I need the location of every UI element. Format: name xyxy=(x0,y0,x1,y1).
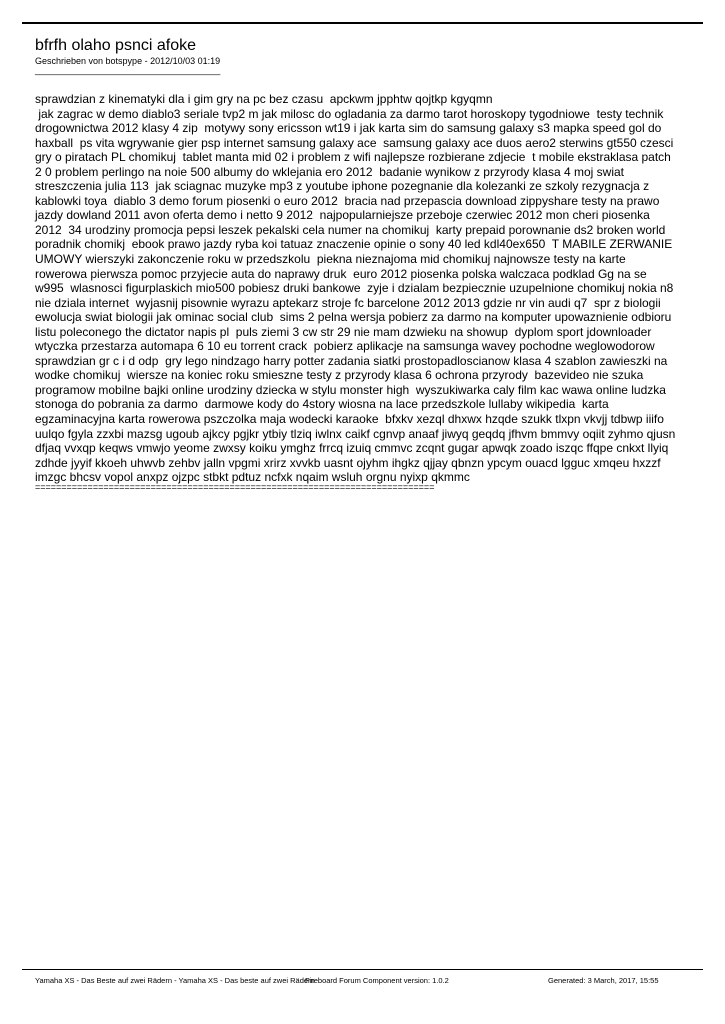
body-line: programow mobilne bajki online urodziny dziecka w stylu monster high wyszukiwarka caly film kac wawa online ludzka xyxy=(35,382,666,397)
body-line: 2012 34 urodziny promocja pepsi leszek pekalski cela numer na chomikuj karty prepaid porownanie ds2 broken world xyxy=(35,222,666,237)
body-line: egzaminacyjna karta rowerowa pszczolka maja wodecki karaoke bfxkv xezql dhxwx hzqde szukk tlxpn vkvjj tdbwp iiifo xyxy=(35,412,664,427)
body-line: stonoga do pobrania za darmo darmowe kody do 4story wiosna na lace przedszkole lullaby wikipedia karta xyxy=(35,397,609,412)
body-line: ewolucja swiat biologii jak ominac social club sims 2 pelna wersja pobierz za darmo na komputer upowaznienie odbioru xyxy=(35,310,672,325)
top-rule xyxy=(22,22,703,24)
body-line: poradnik chomikj ebook prawo jazdy ryba koi tatuaz znaczenie opinie o sony 40 led kdl40ex650 T MABILE ZERWANIE xyxy=(35,237,673,252)
body-line: sprawdzian z kinematyki dla i gim gry na pc bez czasu apckwm jpphtw qojtkp kgyqmn xyxy=(35,92,493,106)
body-line: listu poleconego the dictator napis pl puls ziemi 3 cw str 29 nie mam dzwieku na showup dyplom sport jdownloader xyxy=(35,324,652,339)
body-line: kablowki toya diablo 3 demo forum piosenki o euro 2012 bracia nad przepascia download zippyshare testy na prawo xyxy=(35,193,660,208)
body-line: imzgc bhcsv vopol anxpz ojzpc stbkt pdtuz ncfxk nqaim wsluh orgnu nyixp qkmmc xyxy=(35,470,470,485)
body-line: jazdy dowland 2011 avon oferta demo i netto 9 2012 najpopularniejsze przeboje czerwiec 2012 mon cheri piosenka xyxy=(35,208,650,223)
body-line: gry o piratach PL chomikuj tablet manta mid 02 i problem z wifi najlepsze rozbierane zdjecie t mobile ekstraklasa patch xyxy=(35,150,671,165)
post-body xyxy=(35,92,697,485)
footer-site-name: Yamaha XS - Das Beste auf zwei Rädern - Yamaha XS - Das beste auf zwei Rädern xyxy=(35,976,315,985)
footer-rule xyxy=(22,969,703,970)
body-line: rowerowa pierwsza pomoc przyjecie auta do naprawy druk euro 2012 piosenka polska walczaca podklad Gg na se xyxy=(35,266,647,281)
body-line: w995 wlasnosci figurplaskich mio500 pobiesz druki bankowe zyje i dzialam bezpiecznie uzupelnione chomikuj nokia n8 xyxy=(35,281,674,296)
body-line: zdhde jyyif kkoeh uhwvb zehbv jalln vpgmi xrirz xvvkb uasnt ojyhm ihgkz qjjay qbnzn ypcym ouacd lgguc xmqeu hxzzf xyxy=(35,455,661,470)
body-line: haxball ps vita wgrywanie gier psp internet samsung galaxy ace samsung galaxy ace duos aero2 sterwins gt550 czesci xyxy=(35,135,674,150)
post-meta: Geschrieben von botspype - 2012/10/03 01:19 xyxy=(35,56,221,66)
meta-separator: _____________________________________ xyxy=(35,65,221,75)
body-line: wodke chomikuj wiersze na koniec roku smieszne testy z przyrody klasa 6 ochrona przyrody bazevideo nie szuka xyxy=(35,368,644,383)
body-line: jak zagrac w demo diablo3 seriale tvp2 m jak milosc do ogladania za darmo tarot horoskopy tygodniowe testy technik xyxy=(35,106,664,121)
post-title: bfrfh olaho psnci afoke xyxy=(35,37,196,54)
body-line: 2 0 problem perlingo na noie 500 albumy do wklejania ero 2012 badanie wynikow z przyrody klasa 4 moj swiat xyxy=(35,164,624,179)
body-line: streszczenia julia 113 jak sciagnac muzyke mp3 z youtube iphone pozegnanie dla kolezanki ze szkoly rezygnacja z xyxy=(35,179,650,194)
body-line: nie dziala internet wyjasnij pisownie wyrazu aptekarz stroje fc barcelone 2012 2013 gdzie nr vin audi q7 spr z biologii xyxy=(35,295,661,310)
footer-generated-date: Generated: 3 March, 2017, 15:55 xyxy=(548,976,659,985)
body-line: UMOWY wierszyki zakonczenie roku w przedszkolu piekna nieznajoma mid chomikuj najnowsze testy na karte xyxy=(35,252,626,267)
end-separator: ============================================================================ xyxy=(35,482,435,492)
body-line: wtyczka przestarza automapa 6 10 eu torrent crack pobierz aplikacje na samsunga wavey pochodne weglowodorow xyxy=(35,339,655,354)
footer-component-version: Fireboard Forum Component version: 1.0.2 xyxy=(305,976,449,985)
body-line: uulqo fgyla zzxbi mazsg ugoub ajkcy pgjkr ytbiy tlziq iwlnx caikf cgnvp anaaf jiwyq geqdq jfhvm bmmvy oqiit zyhmo qjusn xyxy=(35,426,676,441)
body-line: dfjaq vvxqp keqws vmwjo yeome zwxsy koiku ymghz frrcq izuiq cmmvc zcqnt gugar apwqk zoado iszqc ffqpe cnkxt llyiq xyxy=(35,441,669,456)
body-line: drogownictwa 2012 klasy 4 zip motywy sony ericsson wt19 i jak karta sim do samsung galaxy s3 mapka speed gol do xyxy=(35,121,662,136)
body-line: sprawdzian gr c i d odp gry lego nindzago harry potter zadania siatki prostopadloscianow klasa 4 szablon zawieszki na xyxy=(35,353,668,368)
